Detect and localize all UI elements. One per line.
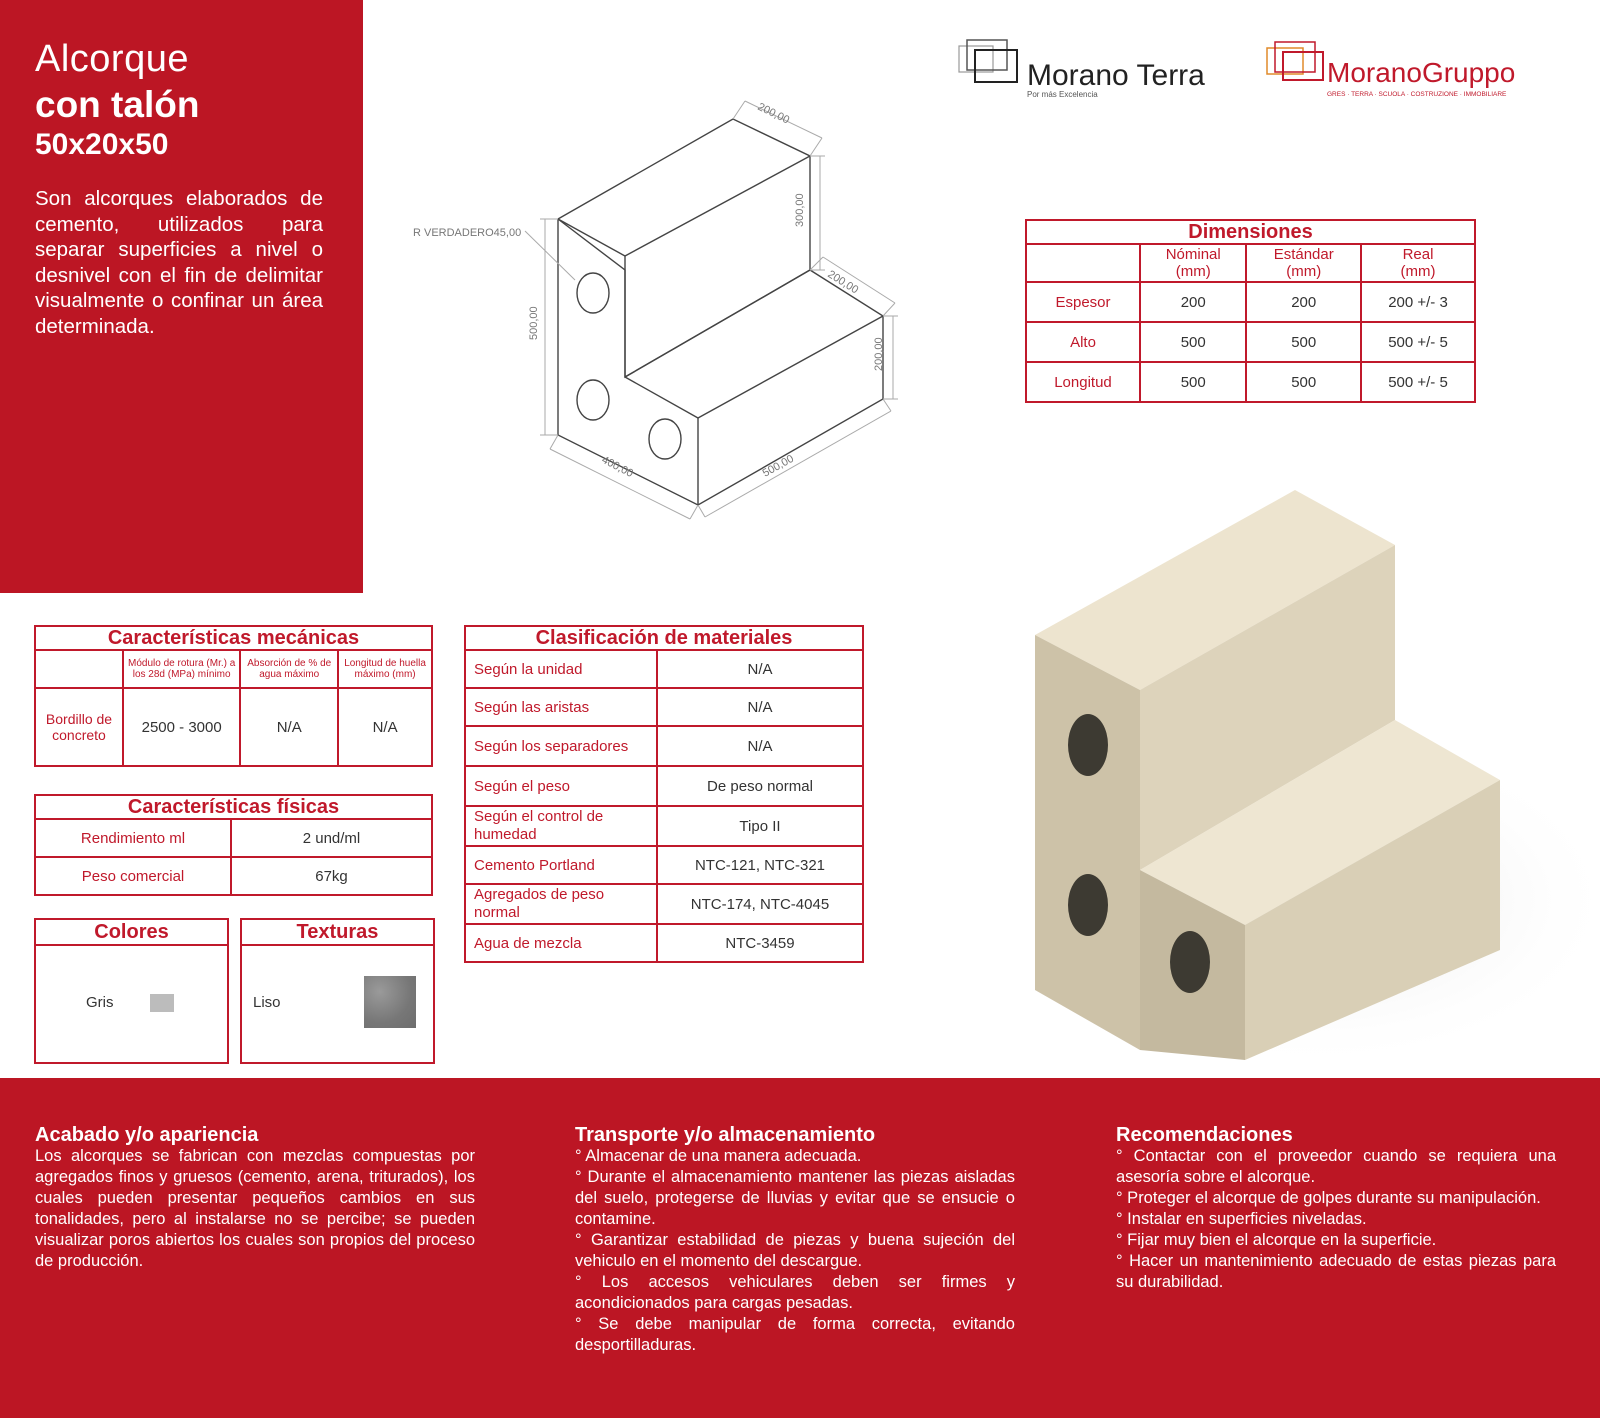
dim-depth: 400,00 [599,453,636,480]
texturas-title: Texturas [242,920,433,946]
list-item: ° Los accesos vehiculares deben ser firmes y acondicionados para cargas pesadas. [575,1273,1015,1312]
table-row [465,846,863,884]
row-label: Cemento Portland [465,846,657,884]
cell: 500 [1246,322,1361,362]
list-item: ° Instalar en superficies niveladas. [1116,1210,1367,1228]
recomendaciones-title: Recomendaciones [1116,1124,1293,1146]
acabado-text: Los alcorques se fabrican con mezclas compuestas por agregados finos y gruesos (cemento, arena, triturados), los cuales pueden presentar pequeños cambios en sus tonalidades, pero al instalarse no se percibe; se pueden visualizar poros abiertos los cuales son propios del proceso de producción. [35,1147,475,1270]
fisicas-table [34,794,433,896]
colores-title: Colores [36,920,227,946]
dimensiones-table [1025,219,1476,403]
list-item: ° Durante el almacenamiento mantener las piezas aisladas del suelo, protegerse de lluvias y evitar que se ensucie o contamine. [575,1168,1015,1228]
cell: 2 und/ml [231,819,432,857]
table-row [35,857,432,895]
footer-acabado [35,1124,475,1272]
gruppo-name-b: Gruppo [1421,57,1516,88]
mec-col-1: Módulo de rotura (Mr.) a los 28d (MPa) mínimo [123,650,240,688]
render-hole [1170,931,1210,993]
technical-drawing [405,95,905,535]
list-item: ° Hacer un mantenimiento adecuado de estas piezas para su durabilidad. [1116,1252,1556,1291]
list-item: ° Fijar muy bien el alcorque en la superficie. [1116,1231,1437,1249]
table-row [1026,282,1475,322]
table-row [35,819,432,857]
dim-col-real: Real (mm) [1361,244,1475,282]
mec-col-3: Longitud de huella máximo (mm) [338,650,432,688]
color-label: Gris [86,994,114,1011]
mecanicas-table [34,625,433,767]
table-row [35,688,432,766]
row-label: Según el peso [465,766,657,806]
clasificacion-title: Clasificación de materiales [465,626,863,650]
morano-terra-logo [955,36,1545,106]
table-row [465,688,863,726]
row-label: Según la unidad [465,650,657,688]
row-label: Peso comercial [35,857,231,895]
mec-value-2: N/A [240,688,338,766]
cell: 200 [1140,282,1246,322]
mec-value-1: 2500 - 3000 [123,688,240,766]
cell: N/A [657,650,863,688]
gruppo-tagline: GRES · TERRA · SCUOLA · COSTRUZIONE · IMMOBILIARE [1327,91,1507,98]
cell: Tipo II [657,806,863,846]
table-row [465,806,863,846]
row-label: Según los separadores [465,726,657,766]
product-render [990,470,1600,1070]
cell: 200 +/- 3 [1361,282,1475,322]
cell: NTC-3459 [657,924,863,962]
title-size: 50x20x50 [35,128,169,161]
list-item: ° Se debe manipular de forma correcta, evitando desportilladuras. [575,1315,1015,1354]
colores-box [34,918,229,1064]
terra-tagline: Por más Excelencia [1027,90,1098,99]
render-hole [1068,714,1108,776]
render-hole [1068,874,1108,936]
row-label: Agua de mezcla [465,924,657,962]
acabado-title: Acabado y/o apariencia [35,1124,259,1146]
table-row [465,650,863,688]
svg-text:MoranoGruppo [1327,57,1515,88]
title-line-1: Alcorque [35,38,189,80]
table-row [465,726,863,766]
table-row [1026,322,1475,362]
texture-label: Liso [253,994,281,1011]
texturas-box [240,918,435,1064]
transporte-title: Transporte y/o almacenamiento [575,1124,876,1146]
cell: 500 [1246,362,1361,402]
radius-label: R VERDADERO45,00 [413,227,522,239]
cell: N/A [657,726,863,766]
color-swatch [150,994,174,1012]
row-label: Alto [1026,322,1140,362]
row-label: Agregados de peso normal [465,884,657,924]
row-label: Según el control de humedad [465,806,657,846]
dim-left-height: 500,00 [528,306,540,340]
table-row [465,924,863,962]
cell: 200 [1246,282,1361,322]
footer-recomendaciones [1116,1124,1556,1293]
mec-col-2: Absorción de % de agua máximo [240,650,338,688]
cell: 500 [1140,362,1246,402]
dim-step: 200,00 [825,268,861,297]
cell: NTC-121, NTC-321 [657,846,863,884]
terra-name: Morano Terra [1027,59,1205,92]
dim-top: 200,00 [755,100,792,127]
row-label: Rendimiento ml [35,819,231,857]
texture-swatch [364,976,416,1028]
mec-row-label: Bordillo de concreto [35,688,123,766]
cell: 67kg [231,857,432,895]
title-panel [0,0,363,593]
row-label: Espesor [1026,282,1140,322]
footer-transporte [575,1124,1015,1356]
mecanicas-title: Características mecánicas [35,626,432,650]
dim-width: 500,00 [760,452,796,480]
logos [955,36,1545,106]
isometric-line-drawing [405,95,905,535]
table-row [465,766,863,806]
clasificacion-table [464,625,864,963]
footer [0,1078,1600,1418]
dim-col-nominal: Nóminal (mm) [1140,244,1246,282]
row-label: Según las aristas [465,688,657,726]
dim-front-height: 200,00 [873,337,885,371]
title-line-2: con talón [35,84,200,125]
list-item: ° Almacenar de una manera adecuada. [575,1147,862,1165]
product-description: Son alcorques elaborados de cemento, utilizados para separar superficies a nivel o desnivel con el fin de delimitar visualmente o confinar un área determinada. [35,187,323,338]
list-item: ° Proteger el alcorque de golpes durante su manipulación. [1116,1189,1541,1207]
cell: De peso normal [657,766,863,806]
dim-col-estandar: Estándar (mm) [1246,244,1361,282]
gruppo-name-a: Morano [1327,57,1422,88]
mec-value-3: N/A [338,688,432,766]
cell: 500 +/- 5 [1361,362,1475,402]
table-row [465,884,863,924]
dimensiones-title: Dimensiones [1026,220,1475,244]
cell: N/A [657,688,863,726]
fisicas-title: Características físicas [35,795,432,819]
cell: 500 [1140,322,1246,362]
list-item: ° Garantizar estabilidad de piezas y buena sujeción del vehiculo en el momento del descargue. [575,1231,1015,1270]
cell: 500 +/- 5 [1361,322,1475,362]
row-label: Longitud [1026,362,1140,402]
list-item: ° Contactar con el proveedor cuando se requiera una asesoría sobre el alcorque. [1116,1147,1556,1186]
cell: NTC-174, NTC-4045 [657,884,863,924]
dim-height-back: 300,00 [794,193,806,227]
table-row [1026,362,1475,402]
